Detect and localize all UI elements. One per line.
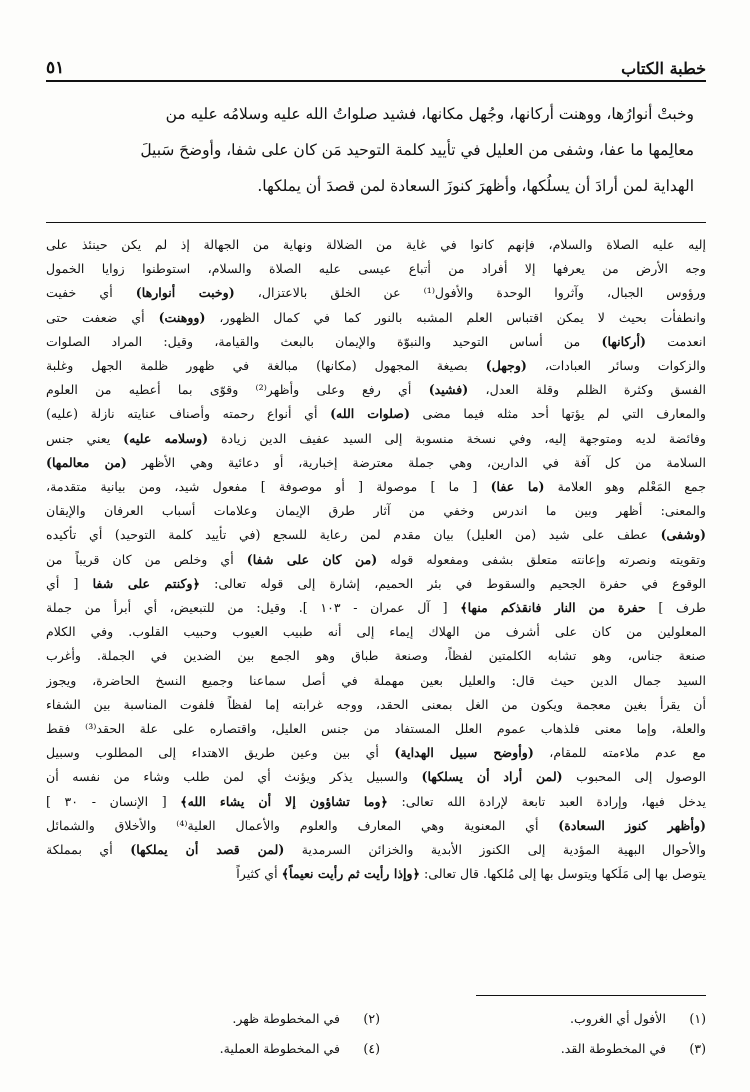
commentary-text: المعلولين من كان على أشرف من الهلاك إيماء إلى أنه طبيب العيوب وحبيب القلوب. وفي الكلام	[46, 624, 706, 640]
commentary-text: أي وخلص من كان قريباً من	[46, 551, 247, 567]
running-title: خطبة الكتاب	[621, 59, 706, 78]
footnote-text: في المخطوطة ظهر.	[232, 1011, 340, 1026]
footnote	[60, 1004, 380, 1034]
commentary-line	[46, 717, 706, 741]
commentary-line	[46, 281, 706, 305]
commentary-text: [ ما ] موصولة [ أو موصوفة ] مفعول شيد، ومن بيانية متقدمة،	[46, 479, 491, 495]
quoted-lemma: (وجهل)	[485, 358, 527, 374]
commentary	[46, 233, 706, 886]
commentary-text: والعلة، وإما معنى فلذهاب عموم العلل المستفاد من جنس العليل، واقتصاره على علة الحقد⁽³⁾ فقط	[46, 721, 706, 737]
footnote-text: الأفول أي الغروب.	[569, 1011, 666, 1026]
commentary-text: أي المعنوية وهي المعارف والعلوم والأعمال العلية⁽⁴⁾ والأخلاق والشمائل	[46, 817, 559, 833]
footnote	[60, 1034, 380, 1064]
commentary-text: والمعارف التي لم يؤتها أحد مثله فيما مضى	[409, 406, 706, 422]
commentary-text: عطف على شيد (من العليل) بيان مقدم لمن رعاية للسجع (في تأييد كلمة التوحيد) أي تأكيده	[46, 527, 661, 543]
quoted-lemma: ﴿وإذا رأيت ثم رأيت نعيماً﴾	[281, 866, 420, 882]
header-rule	[46, 80, 706, 82]
quoted-lemma: (أركانها)	[601, 333, 646, 349]
commentary-text: صنعة جناس، وهو تشابه الكلمتين لفظاً، وصنعة طباق وهو الجمع بين الضدين في الجملة. وأغرب	[46, 648, 706, 664]
commentary-text: والزكوات وسائر العبادات،	[526, 358, 706, 374]
commentary-line	[46, 620, 706, 644]
commentary-line	[46, 427, 706, 451]
running-header	[46, 50, 706, 78]
commentary-text: أي بين وعين طريق الاهتداء إلى المطلوب وسبيل	[46, 745, 395, 761]
commentary-text: الفسق وكثرة الظلم وقلة العدل،	[468, 382, 706, 398]
commentary-line	[46, 669, 706, 693]
commentary-text: أي خفيت	[46, 285, 136, 301]
footnote-number: (٢)	[363, 1011, 380, 1026]
commentary-text: [ آل عمران - ١٠٣ ]. وقيل: من للتبعيض، أي أبرأ من جملة	[46, 600, 461, 616]
commentary-text: أي كثيراً	[236, 866, 282, 882]
quoted-lemma: ﴿وما تشاؤون إلا أن يشاء الله﴾	[180, 793, 388, 809]
commentary-line	[46, 741, 706, 765]
commentary-text: [ أي	[46, 575, 93, 591]
commentary-text: وجه الأرض من يعرفها إلا أفراد من أتباع عيسى عليه الصلاة والسلام، استوطنوا زوايا الخمول	[46, 261, 706, 277]
commentary-line	[46, 862, 706, 886]
quoted-lemma: (وسلامه عليه)	[123, 430, 209, 446]
commentary-text: وانطفأت بحيث لا يمكن اقتباس العلم المشبه بالنور كما في كمال الظهور،	[205, 309, 706, 325]
commentary-text: مع عدم ملاءمته للمقام،	[533, 745, 706, 761]
commentary-line	[46, 572, 706, 596]
commentary-line	[46, 644, 706, 668]
quoted-lemma: (من معالمها)	[46, 454, 127, 470]
commentary-text: الوقوع في حفرة الجحيم والسقوط في بئر الحميم، إشارة إلى قوله تعالى:	[199, 575, 706, 591]
quoted-lemma: (ما عفا)	[490, 479, 545, 495]
quoted-lemma: (صلوات الله)	[330, 406, 410, 422]
footnote	[386, 1004, 706, 1034]
quoted-lemma: (وخبت أنوارها)	[135, 285, 235, 301]
commentary-text: وفائضة لديه ومتوجهة إليه، وفي نسخة منسوبة إلى السيد عفيف الدين زيادة	[208, 430, 706, 446]
commentary-text: يدخل فيها، وإرادة العبد تابعة لإرادة الله تعالى:	[387, 793, 706, 809]
quoted-lemma: (لمن قصد أن يملكها)	[130, 842, 285, 858]
commentary-text: والمعنى: أظهر وبين ما اندرس وخفي من آثار طرق الإيمان وعلامات أسباب العرفان والإيقان	[46, 503, 706, 519]
commentary-text: طرف ]	[645, 600, 706, 616]
commentary-text: جمع المَعْلم وهو العلامة	[544, 479, 706, 495]
commentary-line	[46, 523, 706, 547]
commentary-text: يعني جنس	[46, 430, 124, 446]
main-text-line: وخبتْ أنوارُها، ووهنت أركانها، وجُهل مكانها، فشيد صلواتُ الله عليه وسلامُه عليه من	[165, 105, 694, 123]
main-text	[62, 96, 694, 204]
commentary-line	[46, 330, 706, 354]
footnote-number: (١)	[689, 1011, 706, 1026]
quoted-lemma: (وأوضح سبيل الهداية)	[394, 745, 534, 761]
commentary-text: أن يقرأ بغين معجمة ويكون من الغل بمعنى الحقد، ووجه غرابته إما لفظاً فلفوت المناسبة بين الشفاء	[46, 696, 706, 712]
commentary-line	[46, 790, 706, 814]
commentary-text: أي ضعفت حتى	[46, 309, 159, 325]
commentary-line	[46, 233, 706, 257]
footnotes	[60, 1004, 706, 1064]
commentary-line	[46, 765, 706, 789]
commentary-line	[46, 402, 706, 426]
footnote-number: (٤)	[363, 1041, 380, 1056]
footnote-rule	[476, 995, 706, 996]
commentary-line	[46, 354, 706, 378]
page-number: ٥١	[46, 58, 65, 78]
commentary-line	[46, 475, 706, 499]
main-text-line: معالِمها ما عفا، وشفى من العليل في تأييد كلمة التوحيد مَن كان على شفا، وأوضحَ سَبيلَ	[140, 141, 694, 159]
quoted-lemma: (ووهنت)	[158, 309, 206, 325]
commentary-text: أي أنواع رحمته وأصناف عنايته نازلة (عليه)	[46, 406, 331, 422]
quoted-lemma: (وأظهر كنوز السعادة)	[558, 817, 706, 833]
commentary-line	[46, 499, 706, 523]
main-text-line: الهداية لمن أرادَ أن يسلُكها، وأظهرَ كنوزَ السعادة لمن قصدَ أن يملكها.	[257, 177, 694, 195]
footnote	[386, 1034, 706, 1064]
commentary-text: بصيغة المجهول (مكانها) مبالغة في ظهور ظلمة الجهل وغلبة	[46, 358, 486, 374]
commentary-text: يتوصل بها إلى مَلَكها ويتوسل بها إلى مُلكها. قال تعالى:	[419, 866, 706, 882]
quoted-lemma: (من كان على شفا)	[246, 551, 378, 567]
quoted-lemma: حفرة من النار فانقذكم منها﴾	[460, 600, 646, 616]
commentary-text: وتقويته ونصرته وإعانته متعلق بشفى ومفعوله قوله	[377, 551, 706, 567]
commentary-line	[46, 548, 706, 572]
commentary-line	[46, 451, 706, 475]
commentary-line	[46, 257, 706, 281]
commentary-line	[46, 596, 706, 620]
commentary-text: ورؤوس الجبال، وآثروا الوحدة والأفول⁽¹⁾ عن الخلق بالاعتزال،	[234, 285, 706, 301]
commentary-text: من أساس التوحيد والنبوّة والإيمان بالبعث والقيامة، وقيل: المراد الصلوات	[46, 333, 602, 349]
commentary-line	[46, 814, 706, 838]
commentary-rule	[46, 222, 706, 223]
commentary-line	[46, 838, 706, 862]
commentary-text: أي بمملكة	[46, 842, 131, 858]
quoted-lemma: ﴿وكنتم على شفا	[92, 575, 200, 591]
commentary-text: السيد جمال الدين حيث قال: والعليل بعين مهملة في أصل سماعنا وجميع النسخ الحاضرة، ويجوز	[46, 672, 706, 688]
commentary-line	[46, 693, 706, 717]
commentary-line	[46, 378, 706, 402]
quoted-lemma: (لمن أراد أن يسلكها)	[421, 769, 563, 785]
quoted-lemma: (وشفى)	[660, 527, 706, 543]
commentary-text: السلامة من كل آفة في الدارين، وهي جملة معترضة إخبارية، أو دعائية وهي الأظهر	[126, 454, 706, 470]
footnote-number: (٣)	[689, 1041, 706, 1056]
footnote-text: في المخطوطة العملية.	[219, 1041, 340, 1056]
commentary-text: [ الإنسان - ٣٠ ]	[46, 793, 181, 809]
commentary-text: والأحوال البهية المؤدية إلى الكنوز الأبدية والخزائن السرمدية	[284, 842, 706, 858]
commentary-text: والسبيل يذكر ويؤنث أي لمن طلب وشاء من نفسه أن	[46, 769, 422, 785]
footnote-text: في المخطوطة القد.	[560, 1041, 666, 1056]
commentary-text: إليه عليه الصلاة والسلام، فإنهم كانوا في غاية من الضلالة ونهاية من الجهالة إذ لم يكن حينئذ على	[46, 237, 706, 252]
commentary-text: انعدمت	[645, 333, 706, 349]
commentary-text: الوصول إلى المحبوب	[562, 769, 706, 785]
quoted-lemma: (فشيد)	[428, 382, 469, 398]
commentary-text: أي رفع وعلى وأظهر⁽²⁾ وقوّى بما أعطيه من العلوم	[46, 382, 429, 398]
commentary-line	[46, 306, 706, 330]
